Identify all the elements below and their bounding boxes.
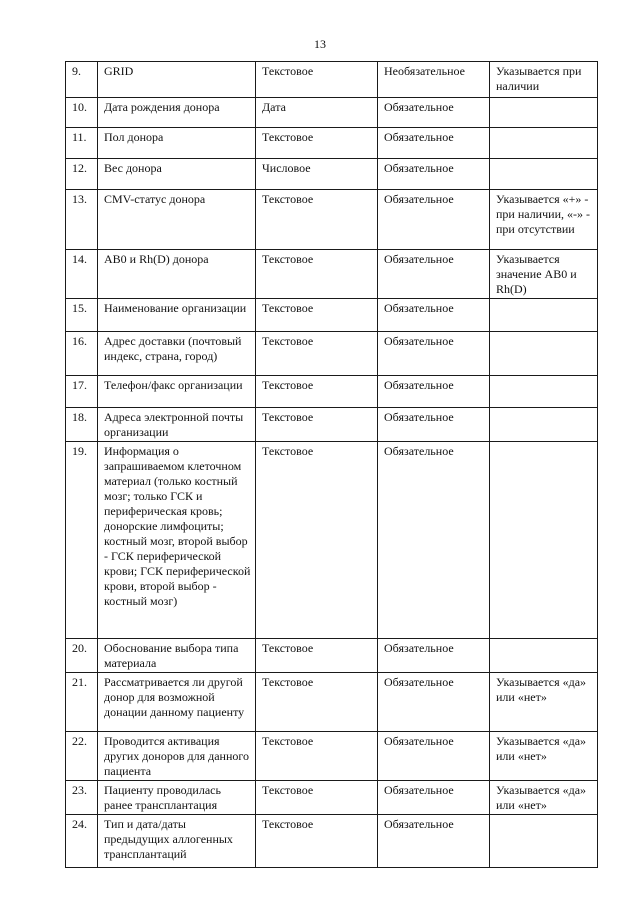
field-note (490, 98, 598, 128)
field-note (490, 332, 598, 376)
table-row (66, 442, 598, 639)
table-row (66, 408, 598, 442)
field-type: Текстовое (256, 332, 378, 376)
field-name: Наименование организации (98, 299, 256, 332)
field-requirement: Обязательное (378, 408, 490, 442)
field-type: Текстовое (256, 376, 378, 408)
field-note: Указывается «да» или «нет» (490, 673, 598, 732)
field-name: Телефон/факс организации (98, 376, 256, 408)
field-note (490, 376, 598, 408)
field-name: CMV-статус донора (98, 190, 256, 250)
field-name: AB0 и Rh(D) донора (98, 250, 256, 299)
field-requirement: Необязательное (378, 62, 490, 98)
field-requirement: Обязательное (378, 781, 490, 815)
field-type: Дата (256, 98, 378, 128)
field-type: Текстовое (256, 442, 378, 639)
row-number: 20. (66, 639, 98, 673)
row-number: 23. (66, 781, 98, 815)
field-type: Текстовое (256, 299, 378, 332)
field-type: Текстовое (256, 190, 378, 250)
field-type: Текстовое (256, 732, 378, 781)
field-note (490, 128, 598, 159)
field-note (490, 299, 598, 332)
table-row (66, 376, 598, 408)
field-type: Числовое (256, 159, 378, 190)
field-requirement: Обязательное (378, 250, 490, 299)
field-name: Вес донора (98, 159, 256, 190)
field-requirement: Обязательное (378, 98, 490, 128)
row-number: 13. (66, 190, 98, 250)
table-row (66, 815, 598, 868)
field-name: Адреса электронной почты организации (98, 408, 256, 442)
row-number: 11. (66, 128, 98, 159)
field-requirement: Обязательное (378, 815, 490, 868)
field-name: Тип и дата/даты предыдущих аллогенных трансплантаций (98, 815, 256, 868)
table-row (66, 159, 598, 190)
table-row (66, 299, 598, 332)
row-number: 19. (66, 442, 98, 639)
field-type: Текстовое (256, 639, 378, 673)
field-name: Пол донора (98, 128, 256, 159)
field-name: Пациенту проводилась ранее трансплантация (98, 781, 256, 815)
field-note (490, 159, 598, 190)
table-row (66, 128, 598, 159)
field-note (490, 408, 598, 442)
row-number: 22. (66, 732, 98, 781)
table-row (66, 332, 598, 376)
field-type: Текстовое (256, 128, 378, 159)
field-name: Обоснование выбора типа материала (98, 639, 256, 673)
field-type: Текстовое (256, 62, 378, 98)
row-number: 24. (66, 815, 98, 868)
field-requirement: Обязательное (378, 732, 490, 781)
field-requirement: Обязательное (378, 673, 490, 732)
table-row (66, 190, 598, 250)
field-requirement: Обязательное (378, 159, 490, 190)
field-type: Текстовое (256, 781, 378, 815)
field-type: Текстовое (256, 815, 378, 868)
field-name: Дата рождения донора (98, 98, 256, 128)
field-name: GRID (98, 62, 256, 98)
field-requirement: Обязательное (378, 190, 490, 250)
field-requirement: Обязательное (378, 332, 490, 376)
table-row (66, 781, 598, 815)
field-requirement: Обязательное (378, 376, 490, 408)
table-row (66, 62, 598, 98)
row-number: 14. (66, 250, 98, 299)
field-note: Указывается «да» или «нет» (490, 732, 598, 781)
row-number: 10. (66, 98, 98, 128)
field-requirement: Обязательное (378, 639, 490, 673)
table-row (66, 250, 598, 299)
field-name: Информация о запрашиваемом клеточном материал (только костный мозг; только ГСК и периферическая кровь; донорские лимфоциты; костный мозг, второй выбор - ГСК периферической крови; ГСК периферической крови, второй выбор - костный мозг) (98, 442, 256, 639)
field-requirement: Обязательное (378, 299, 490, 332)
table-row (66, 673, 598, 732)
table-row (66, 732, 598, 781)
field-requirement: Обязательное (378, 128, 490, 159)
row-number: 12. (66, 159, 98, 190)
field-name: Проводится активация других доноров для данного пациента (98, 732, 256, 781)
field-note: Указывается «+» - при наличии, «-» - при отсутствии (490, 190, 598, 250)
row-number: 15. (66, 299, 98, 332)
row-number: 9. (66, 62, 98, 98)
row-number: 16. (66, 332, 98, 376)
field-note (490, 442, 598, 639)
table-row (66, 98, 598, 128)
field-note: Указывается «да» или «нет» (490, 781, 598, 815)
row-number: 21. (66, 673, 98, 732)
field-note (490, 815, 598, 868)
field-note (490, 639, 598, 673)
requirements-table (65, 61, 598, 868)
table-body (66, 62, 598, 868)
field-note: Указывается при наличии (490, 62, 598, 98)
field-type: Текстовое (256, 408, 378, 442)
table-row (66, 639, 598, 673)
row-number: 17. (66, 376, 98, 408)
field-type: Текстовое (256, 250, 378, 299)
page-number: 13 (314, 37, 326, 51)
field-name: Рассматривается ли другой донор для возможной донации данному пациенту (98, 673, 256, 732)
field-name: Адрес доставки (почтовый индекс, страна, город) (98, 332, 256, 376)
field-requirement: Обязательное (378, 442, 490, 639)
field-type: Текстовое (256, 673, 378, 732)
row-number: 18. (66, 408, 98, 442)
field-note: Указывается значение AB0 и Rh(D) (490, 250, 598, 299)
